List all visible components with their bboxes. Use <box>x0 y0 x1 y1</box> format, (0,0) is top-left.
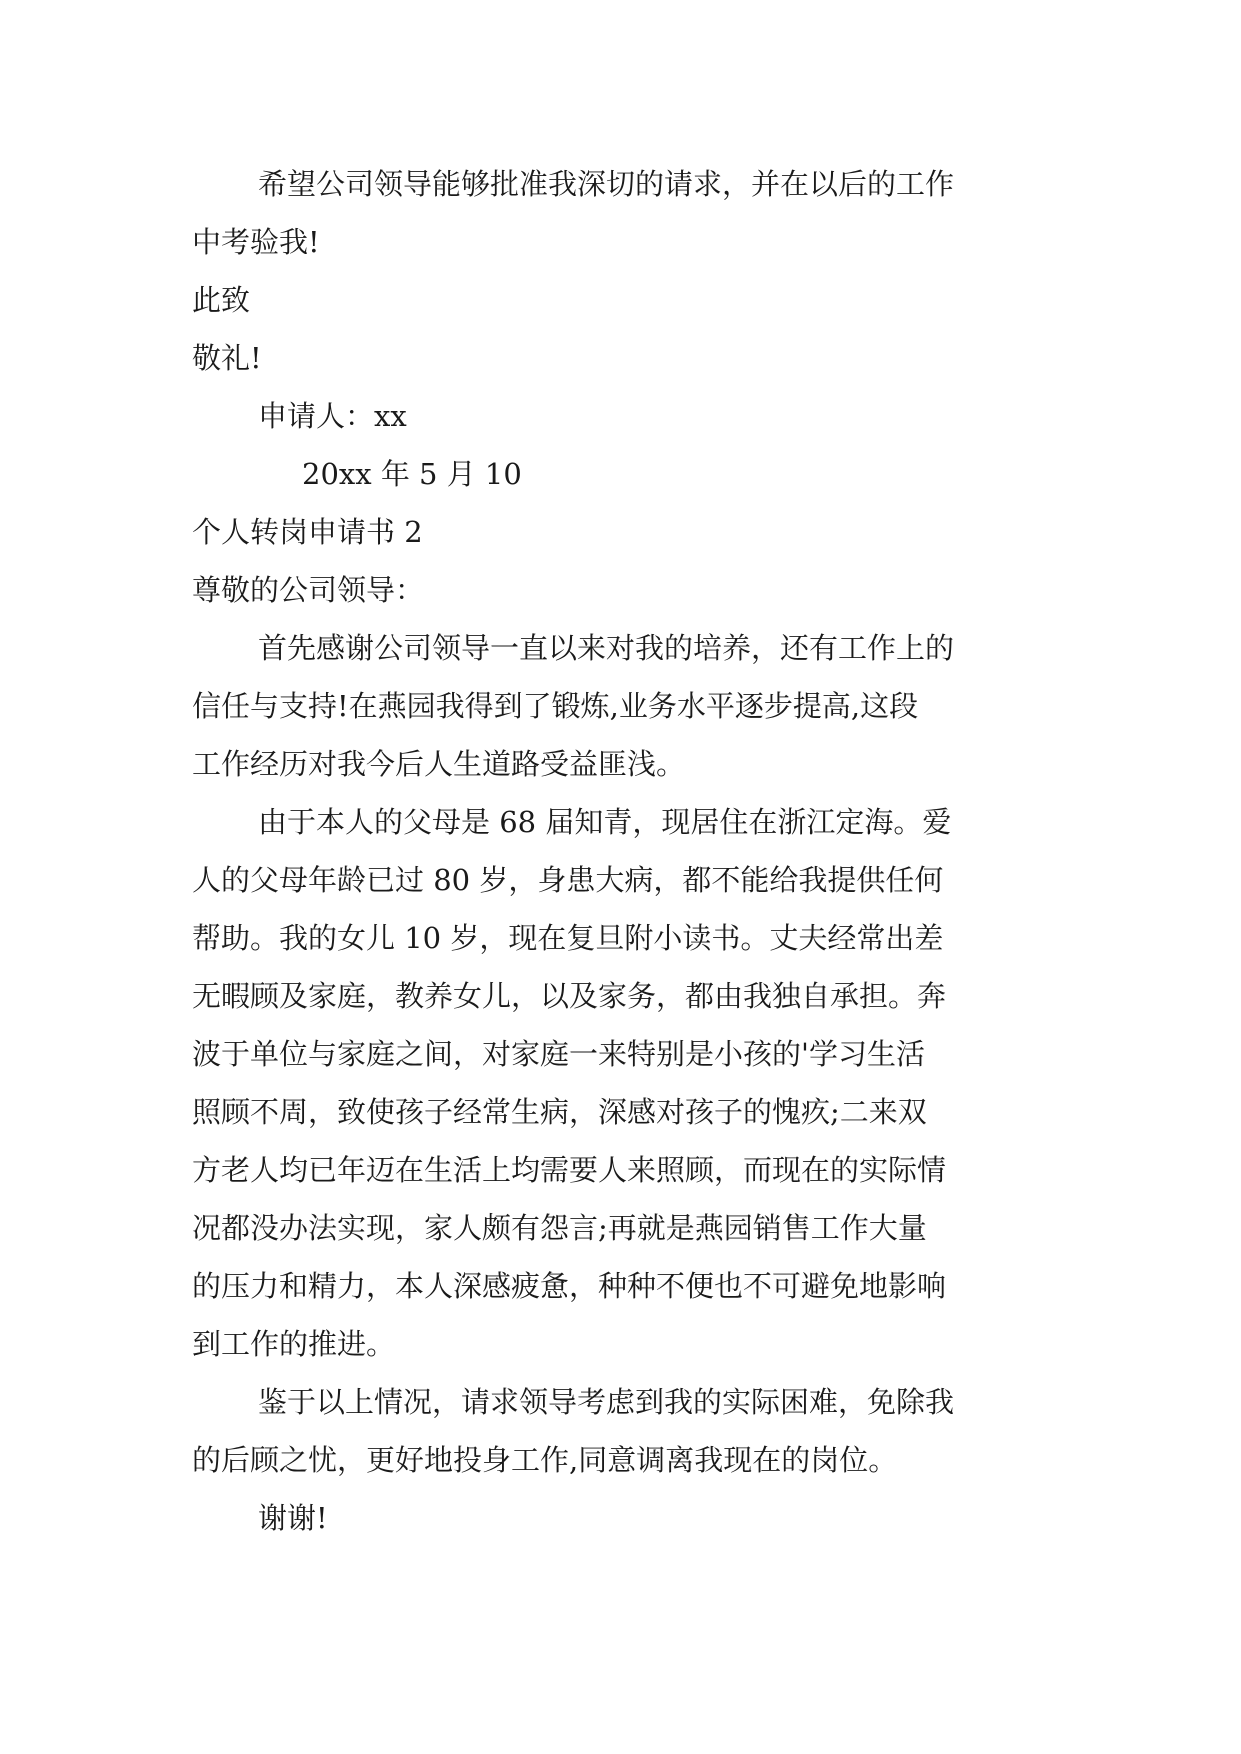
text-line: 的后顾之忧，更好地投身工作,同意调离我现在的岗位。 <box>192 1443 898 1477</box>
text-line: 的压力和精力，本人深感疲惫，种种不便也不可避免地影响 <box>192 1269 947 1303</box>
text-line: 帮助。我的女儿 10 岁，现在复旦附小读书。丈夫经常出差 <box>192 921 944 955</box>
closing-line: 敬礼! <box>192 341 262 375</box>
text-line: 首先感谢公司领导一直以来对我的培养，还有工作上的 <box>258 631 955 665</box>
text-line: 况都没办法实现，家人颇有怨言;再就是燕园销售工作大量 <box>192 1211 927 1245</box>
text-line: 到工作的推进。 <box>192 1327 396 1361</box>
text-line: 鉴于以上情况，请求领导考虑到我的实际困难，免除我 <box>258 1385 955 1419</box>
text-line: 无暇顾及家庭，教养女儿，以及家务，都由我独自承担。奔 <box>192 979 947 1013</box>
text-line: 方老人均已年迈在生活上均需要人来照顾，而现在的实际情 <box>192 1153 947 1187</box>
text-line: 工作经历对我今后人生道路受益匪浅。 <box>192 747 686 781</box>
text-line: 照顾不周，致使孩子经常生病，深感对孩子的愧疚;二来双 <box>192 1095 927 1129</box>
closing-line: 此致 <box>192 283 251 317</box>
date-line: 20xx 年 5 月 10 <box>302 457 522 491</box>
applicant-line: 申请人：xx <box>258 399 407 433</box>
closing-thanks: 谢谢! <box>258 1501 328 1535</box>
salutation: 尊敬的公司领导： <box>192 573 425 607</box>
text-line: 信任与支持!在燕园我得到了锻炼,业务水平逐步提高,这段 <box>192 689 919 723</box>
text-line: 中考验我! <box>192 225 320 259</box>
text-line: 人的父母年龄已过 80 岁，身患大病，都不能给我提供任何 <box>192 863 944 897</box>
text-line: 希望公司领导能够批准我深切的请求，并在以后的工作 <box>258 167 955 201</box>
section-title: 个人转岗申请书 2 <box>192 515 423 549</box>
text-line: 由于本人的父母是 68 届知青，现居住在浙江定海。爱 <box>258 805 952 839</box>
text-line: 波于单位与家庭之间，对家庭一来特别是小孩的'学习生活 <box>192 1037 925 1071</box>
